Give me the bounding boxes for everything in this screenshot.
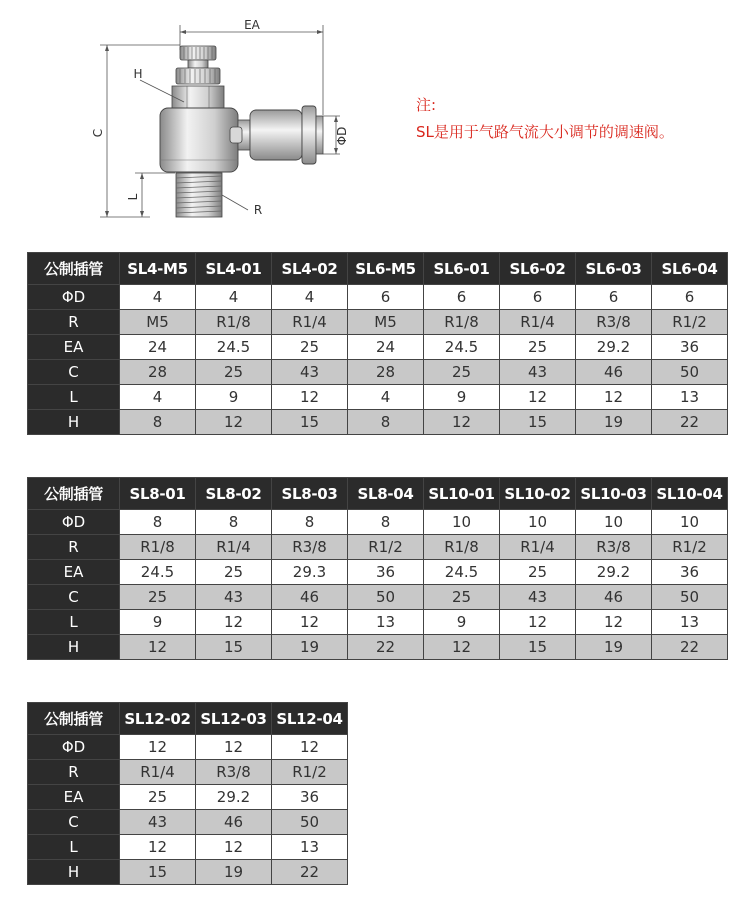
table-row (28, 385, 728, 410)
value-cell: 43 (500, 360, 576, 385)
header-row (28, 703, 348, 735)
note-title: 注: (416, 96, 437, 114)
model-header-cell: SL10-01 (424, 478, 500, 510)
value-cell: 25 (272, 335, 348, 360)
value-cell: 36 (652, 560, 728, 585)
value-cell: 12 (272, 735, 348, 760)
r-label: R (253, 203, 263, 217)
row-label-cell: R (28, 760, 120, 785)
value-cell: 15 (120, 860, 196, 885)
model-header-cell: SL6-03 (576, 253, 652, 285)
value-cell: 12 (424, 410, 500, 435)
value-cell: R1/4 (500, 535, 576, 560)
table-row (28, 760, 348, 785)
row-label-cell: H (28, 860, 120, 885)
row-label-cell: R (28, 310, 120, 335)
row-label-cell: EA (28, 335, 120, 360)
value-cell: 12 (196, 735, 272, 760)
value-cell: M5 (120, 310, 196, 335)
value-cell: 12 (576, 385, 652, 410)
value-cell: R1/8 (196, 310, 272, 335)
value-cell: 36 (272, 785, 348, 810)
table-row (28, 635, 728, 660)
value-cell: 12 (196, 835, 272, 860)
row-label-cell: R (28, 535, 120, 560)
value-cell: 4 (348, 385, 424, 410)
model-header-cell: SL4-02 (272, 253, 348, 285)
value-cell: R3/8 (576, 310, 652, 335)
ea-label: EA (244, 18, 260, 32)
table-row (28, 335, 728, 360)
table-row (28, 510, 728, 535)
value-cell: R3/8 (272, 535, 348, 560)
value-cell: 24.5 (120, 560, 196, 585)
value-cell: 13 (652, 610, 728, 635)
d-dimension (323, 116, 349, 154)
value-cell: 8 (272, 510, 348, 535)
value-cell: 8 (348, 510, 424, 535)
value-cell: 10 (500, 510, 576, 535)
valve-body (160, 108, 238, 172)
l-label: L (126, 193, 140, 201)
value-cell: R3/8 (576, 535, 652, 560)
table-row (28, 785, 348, 810)
row-label-cell: EA (28, 560, 120, 585)
value-cell: R1/2 (652, 310, 728, 335)
fitting-dimension-drawing (80, 10, 380, 225)
value-cell: 6 (576, 285, 652, 310)
value-cell: 8 (120, 410, 196, 435)
row-label-cell: L (28, 385, 120, 410)
table-row (28, 535, 728, 560)
value-cell: R1/4 (500, 310, 576, 335)
value-cell: 19 (196, 860, 272, 885)
value-cell: 46 (196, 810, 272, 835)
value-cell: R1/2 (348, 535, 424, 560)
header-row (28, 253, 728, 285)
table-row (28, 860, 348, 885)
model-header-cell: SL8-03 (272, 478, 348, 510)
table-row (28, 810, 348, 835)
value-cell: R3/8 (196, 760, 272, 785)
value-cell: 25 (120, 785, 196, 810)
model-header-cell: SL4-01 (196, 253, 272, 285)
value-cell: R1/4 (120, 760, 196, 785)
table-row (28, 560, 728, 585)
c-label: C (91, 128, 105, 138)
value-cell: 15 (500, 410, 576, 435)
value-cell: R1/8 (424, 535, 500, 560)
model-header-cell: SL6-M5 (348, 253, 424, 285)
model-header-cell: SL6-04 (652, 253, 728, 285)
value-cell: 19 (576, 635, 652, 660)
row-label-cell: C (28, 810, 120, 835)
table-row (28, 310, 728, 335)
model-header-cell: SL8-04 (348, 478, 424, 510)
row-label-cell: ΦD (28, 735, 120, 760)
value-cell: 24 (348, 335, 424, 360)
value-cell: 24.5 (424, 335, 500, 360)
model-header-cell: SL6-01 (424, 253, 500, 285)
value-cell: 12 (120, 835, 196, 860)
value-cell: 10 (652, 510, 728, 535)
value-cell: 12 (500, 385, 576, 410)
h-label: H (133, 67, 143, 81)
row-label-cell: ΦD (28, 285, 120, 310)
model-header-cell: SL12-03 (196, 703, 272, 735)
value-cell: 46 (576, 360, 652, 385)
model-header-cell: SL4-M5 (120, 253, 196, 285)
value-cell: M5 (348, 310, 424, 335)
value-cell: 12 (272, 385, 348, 410)
value-cell: R1/2 (652, 535, 728, 560)
table-row (28, 735, 348, 760)
value-cell: 25 (424, 585, 500, 610)
table-row (28, 285, 728, 310)
value-cell: 25 (196, 360, 272, 385)
model-header-cell: SL12-02 (120, 703, 196, 735)
value-cell: 6 (348, 285, 424, 310)
value-cell: R1/4 (272, 310, 348, 335)
header-label-cell: 公制插管 (28, 478, 120, 510)
value-cell: 25 (120, 585, 196, 610)
value-cell: R1/8 (120, 535, 196, 560)
row-label-cell: L (28, 610, 120, 635)
value-cell: 43 (196, 585, 272, 610)
row-label-cell: H (28, 635, 120, 660)
value-cell: 12 (196, 410, 272, 435)
value-cell: 9 (196, 385, 272, 410)
value-cell: 15 (272, 410, 348, 435)
value-cell: 24.5 (424, 560, 500, 585)
value-cell: 9 (424, 385, 500, 410)
value-cell: 25 (196, 560, 272, 585)
model-header-cell: SL10-03 (576, 478, 652, 510)
table-row (28, 410, 728, 435)
model-header-cell: SL8-01 (120, 478, 196, 510)
value-cell: 4 (196, 285, 272, 310)
value-cell: 43 (272, 360, 348, 385)
row-label-cell: C (28, 585, 120, 610)
value-cell: 4 (272, 285, 348, 310)
value-cell: R1/8 (424, 310, 500, 335)
model-header-cell: SL6-02 (500, 253, 576, 285)
value-cell: 12 (576, 610, 652, 635)
value-cell: 50 (652, 585, 728, 610)
row-label-cell: H (28, 410, 120, 435)
value-cell: 12 (120, 735, 196, 760)
note (416, 92, 674, 146)
value-cell: 9 (120, 610, 196, 635)
value-cell: 6 (500, 285, 576, 310)
row-label-cell: L (28, 835, 120, 860)
note-text: SL是用于气路气流大小调节的调速阀。 (416, 123, 674, 141)
value-cell: 22 (652, 410, 728, 435)
value-cell: 8 (196, 510, 272, 535)
value-cell: 29.2 (196, 785, 272, 810)
value-cell: 12 (120, 635, 196, 660)
value-cell: 24 (120, 335, 196, 360)
value-cell: 6 (652, 285, 728, 310)
adjust-knob (176, 46, 220, 84)
value-cell: 50 (348, 585, 424, 610)
value-cell: 15 (196, 635, 272, 660)
value-cell: 12 (500, 610, 576, 635)
value-cell: 15 (500, 635, 576, 660)
model-header-cell: SL8-02 (196, 478, 272, 510)
value-cell: 8 (348, 410, 424, 435)
model-header-cell: SL12-04 (272, 703, 348, 735)
row-label-cell: C (28, 360, 120, 385)
value-cell: 12 (196, 610, 272, 635)
spec-table-sl8-sl10 (27, 477, 728, 660)
value-cell: 22 (272, 860, 348, 885)
value-cell: 19 (576, 410, 652, 435)
value-cell: 50 (652, 360, 728, 385)
d-label: ΦD (335, 126, 349, 146)
value-cell: R1/4 (196, 535, 272, 560)
value-cell: 43 (500, 585, 576, 610)
value-cell: 22 (652, 635, 728, 660)
value-cell: 25 (424, 360, 500, 385)
value-cell: 19 (272, 635, 348, 660)
value-cell: 13 (348, 610, 424, 635)
value-cell: 12 (424, 635, 500, 660)
value-cell: 9 (424, 610, 500, 635)
header-label-cell: 公制插管 (28, 703, 120, 735)
value-cell: 6 (424, 285, 500, 310)
value-cell: 8 (120, 510, 196, 535)
header-label-cell: 公制插管 (28, 253, 120, 285)
value-cell: 36 (348, 560, 424, 585)
value-cell: 4 (120, 285, 196, 310)
table-row (28, 585, 728, 610)
value-cell: 13 (652, 385, 728, 410)
value-cell: 24.5 (196, 335, 272, 360)
value-cell: 13 (272, 835, 348, 860)
value-cell: 22 (348, 635, 424, 660)
value-cell: 12 (272, 610, 348, 635)
l-dimension (126, 173, 175, 217)
value-cell: 36 (652, 335, 728, 360)
table-row (28, 360, 728, 385)
table-row (28, 610, 728, 635)
spec-table-sl12 (27, 702, 348, 885)
value-cell: 46 (576, 585, 652, 610)
value-cell: 25 (500, 335, 576, 360)
value-cell: 29.3 (272, 560, 348, 585)
row-label-cell: EA (28, 785, 120, 810)
value-cell: 29.2 (576, 560, 652, 585)
spec-table-sl4-sl6 (27, 252, 728, 435)
value-cell: 25 (500, 560, 576, 585)
header-row (28, 478, 728, 510)
value-cell: 4 (120, 385, 196, 410)
thread (176, 173, 262, 217)
model-header-cell: SL10-04 (652, 478, 728, 510)
value-cell: 10 (424, 510, 500, 535)
push-in-fitting (230, 106, 323, 164)
table-row (28, 835, 348, 860)
model-header-cell: SL10-02 (500, 478, 576, 510)
value-cell: R1/2 (272, 760, 348, 785)
value-cell: 46 (272, 585, 348, 610)
value-cell: 28 (120, 360, 196, 385)
value-cell: 28 (348, 360, 424, 385)
value-cell: 50 (272, 810, 348, 835)
row-label-cell: ΦD (28, 510, 120, 535)
value-cell: 43 (120, 810, 196, 835)
value-cell: 29.2 (576, 335, 652, 360)
value-cell: 10 (576, 510, 652, 535)
